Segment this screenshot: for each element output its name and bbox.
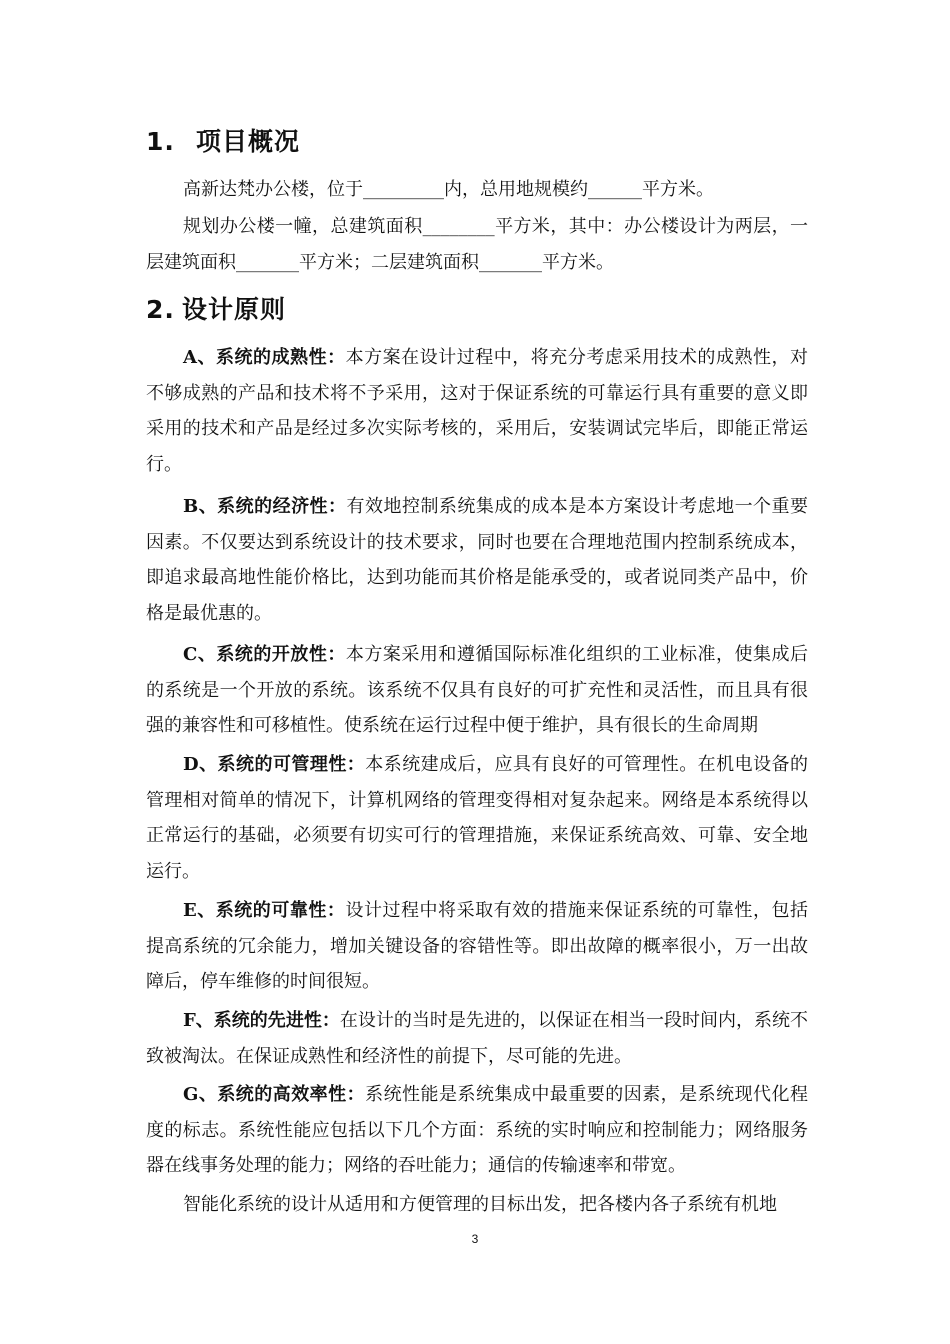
section-heading-principles: [146, 294, 286, 326]
principle-paragraph-maturity: [146, 340, 808, 482]
section-number: 2.: [146, 295, 175, 324]
principle-label: A、系统的成熟性：: [183, 347, 346, 368]
principle-label: F、系统的先进性：: [183, 1010, 340, 1031]
principle-paragraph-efficiency: [146, 1077, 808, 1184]
principle-text: 系统性能是系统集成中最重要的因素，是系统现代化程度的标志。系统性能应包括以下几个方面：系统的实时响应和控制能力；网络服务器在线事务处理的能力；网络的吞吐能力；通信的传输速率和带宽。: [146, 1084, 808, 1176]
principle-label: C、系统的开放性：: [183, 644, 346, 665]
principle-label: E、系统的可靠性：: [183, 900, 346, 921]
principle-paragraph-economy: [146, 489, 808, 631]
principle-text: 本方案在设计过程中，将充分考虑采用技术的成熟性，对不够成熟的产品和技术将不予采用，这对于保证系统的可靠运行具有重要的意义即采用的技术和产品是经过多次实际考核的，采用后，安装调试完毕后，即能正常运行。: [146, 347, 809, 475]
principle-text: 设计过程中将采取有效的措施来保证系统的可靠性，包括提高系统的冗余能力，增加关键设备的容错性等。即出故障的概率很小，万一出故障后，停车维修的时间很短。: [146, 900, 808, 992]
overview-paragraph-location: 高新达梵办公楼，位于_________内，总用地规模约______平方米。: [183, 179, 714, 200]
principle-paragraph-openness: [146, 637, 808, 744]
principle-label: G、系统的高效率性：: [183, 1084, 366, 1105]
section-title: 设计原则: [182, 295, 287, 324]
closing-paragraph: 智能化系统的设计从适用和方便管理的目标出发，把各楼内各子系统有机地: [183, 1194, 777, 1215]
principle-text: 有效地控制系统集成的成本是本方案设计考虑地一个重要因素。不仅要达到系统设计的技术要求，同时也要在合理地范围内控制系统成本，即追求最高地性能价格比，达到功能而其价格是能承受的，或者说同类产品中，价格是最优惠的。: [146, 496, 809, 624]
page-number: 3: [471, 1232, 479, 1246]
overview-paragraph-area: 规划办公楼一幢，总建筑面积________平方米，其中：办公楼设计为两层，一层建筑面积_______平方米；二层建筑面积_______平方米。: [146, 216, 808, 273]
principle-label: D、系统的可管理性：: [183, 754, 366, 775]
principle-paragraph-manageability: [146, 747, 808, 889]
principle-paragraph-advancement: [146, 1003, 808, 1074]
principle-text: 在设计的当时是先进的，以保证在相当一段时间内，系统不致被淘汰。在保证成熟性和经济性的前提下，尽可能的先进。: [146, 1010, 809, 1067]
section-heading-overview: [146, 126, 300, 158]
section-title: 项目概况: [196, 127, 301, 156]
principle-label: B、系统的经济性：: [183, 496, 347, 517]
principle-paragraph-reliability: [146, 893, 808, 1000]
principle-text: 本方案采用和遵循国际标准化组织的工业标准，使集成后的系统是一个开放的系统。该系统不仅具有良好的可扩充性和灵活性，而且具有很强的兼容性和可移植性。使系统在运行过程中便于维护，具有很长的生命周期: [146, 644, 808, 736]
section-number: 1.: [146, 127, 175, 156]
principle-text: 本系统建成后，应具有良好的可管理性。在机电设备的管理相对简单的情况下，计算机网络的管理变得相对复杂起来。网络是本系统得以正常运行的基础，必须要有切实可行的管理措施，来保证系统高效、可靠、安全地运行。: [146, 754, 809, 882]
